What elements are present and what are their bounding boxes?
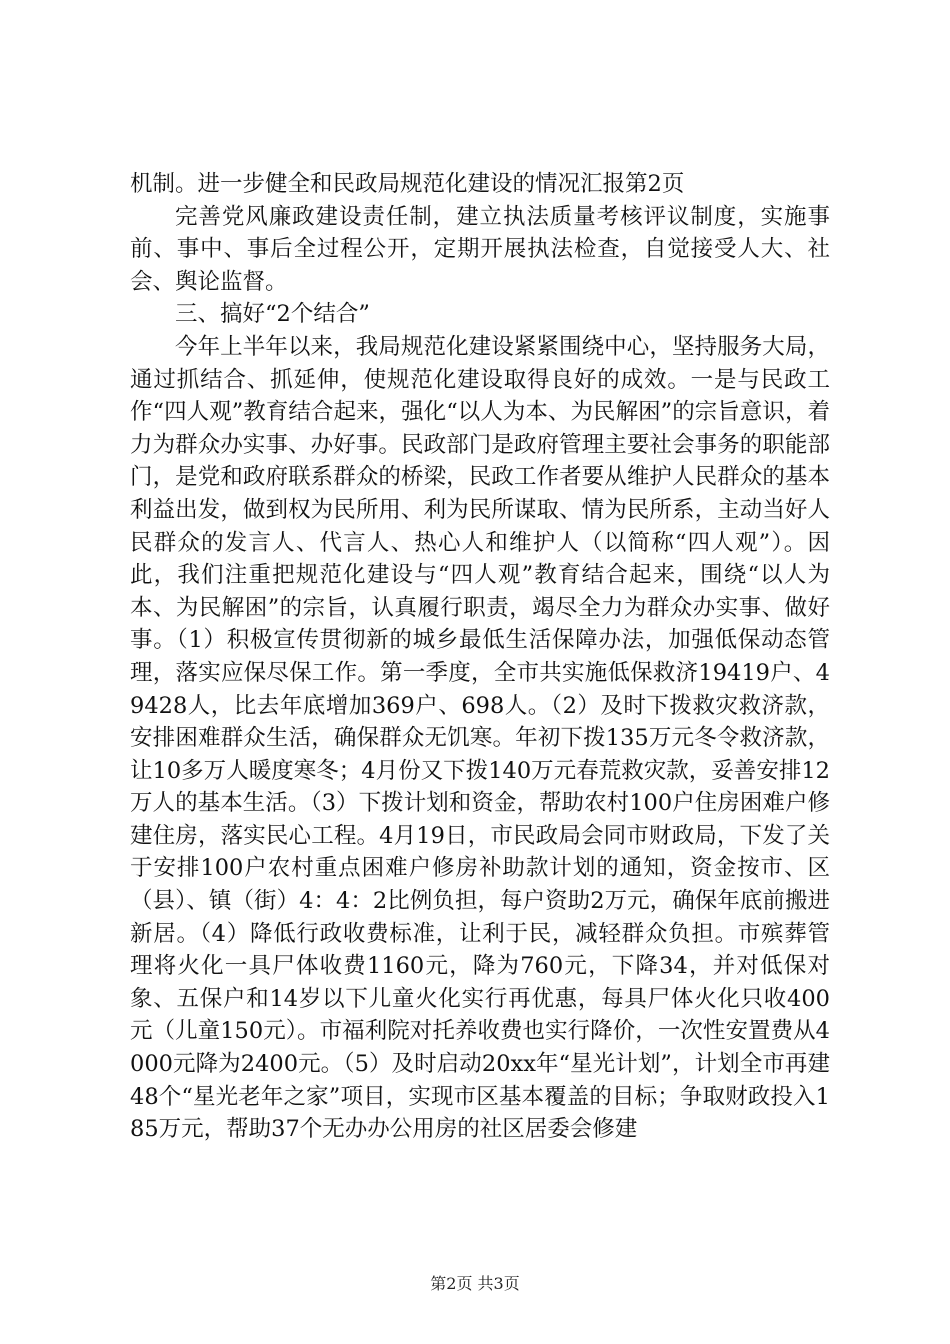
paragraph-continuation: 机制。进一步健全和民政局规范化建设的情况汇报第2页	[130, 171, 685, 197]
document-body	[130, 168, 830, 1146]
paragraph-accountability: 完善党风廉政建设责任制，建立执法质量考核评议制度，实施事前、事中、事后全过程公开，定期开展执法检查，自觉接受人大、社会、舆论监督。	[130, 203, 830, 295]
section-heading-two-combinations: 三、搞好“2个结合”	[175, 301, 370, 328]
paragraph-half-year-summary: 今年上半年以来，我局规范化建设紧紧围绕中心，坚持服务大局，通过抓结合、抓延伸，使规范化建设取得良好的成效。一是与民政工作“四人观”教育结合起来，强化“以人为本、为民解困”的宗旨意识，着力为群众办实事、办好事。民政部门是政府管理主要社会事务的职能部门，是党和政府联系群众的桥梁，民政工作者要从维护人民群众的基本利益出发，做到权为民所用、利为民所谋取、情为民所系，主动当好人民群众的发言人、代言人、热心人和维护人（以简称“四人观”）。因此，我们注重把规范化建设与“四人观”教育结合起来，围绕“以人为本、为民解困”的宗旨，认真履行职责，竭尽全力为群众办实事、做好事。（1）积极宣传贯彻新的城乡最低生活保障办法，加强低保动态管理，落实应保尽保工作。第一季度，全市共实施低保救济19419户、49428人，比去年底增加369户、698人。（2）及时下拨救灾救济款，安排困难群众生活，确保群众无饥寒。年初下拨135万元冬令救济款，让10多万人暖度寒冬；4月份又下拨140万元春荒救灾款，妥善安排12万人的基本生活。（3）下拨计划和资金，帮助农村100户住房困难户修建住房，落实民心工程。4月19日，市民政局会同市财政局，下发了关于安排100户农村重点困难户修房补助款计划的通知，资金按市、区（县）、镇（街）4：4：2比例负担，每户资助2万元，确保年底前搬进新居。（4）降低行政收费标准，让利于民，减轻群众负担。市殡葬管理将火化一具尸体收费1160元，降为760元，下降34，并对低保对象、五保户和14岁以下儿童火化实行再优惠，每具尸体火化只收400元（儿童150元）。市福利院对托养收费也实行降价，一次性安置费从4000元降为2400元。（5）及时启动20xx年“星光计划”，计划全市再建48个“星光老年之家”项目，实现市区基本覆盖的目标；争取财政投入185万元，帮助37个无办办公用房的社区居委会修建	[130, 333, 830, 1143]
page-footer: 第2页 共3页	[430, 1274, 520, 1293]
